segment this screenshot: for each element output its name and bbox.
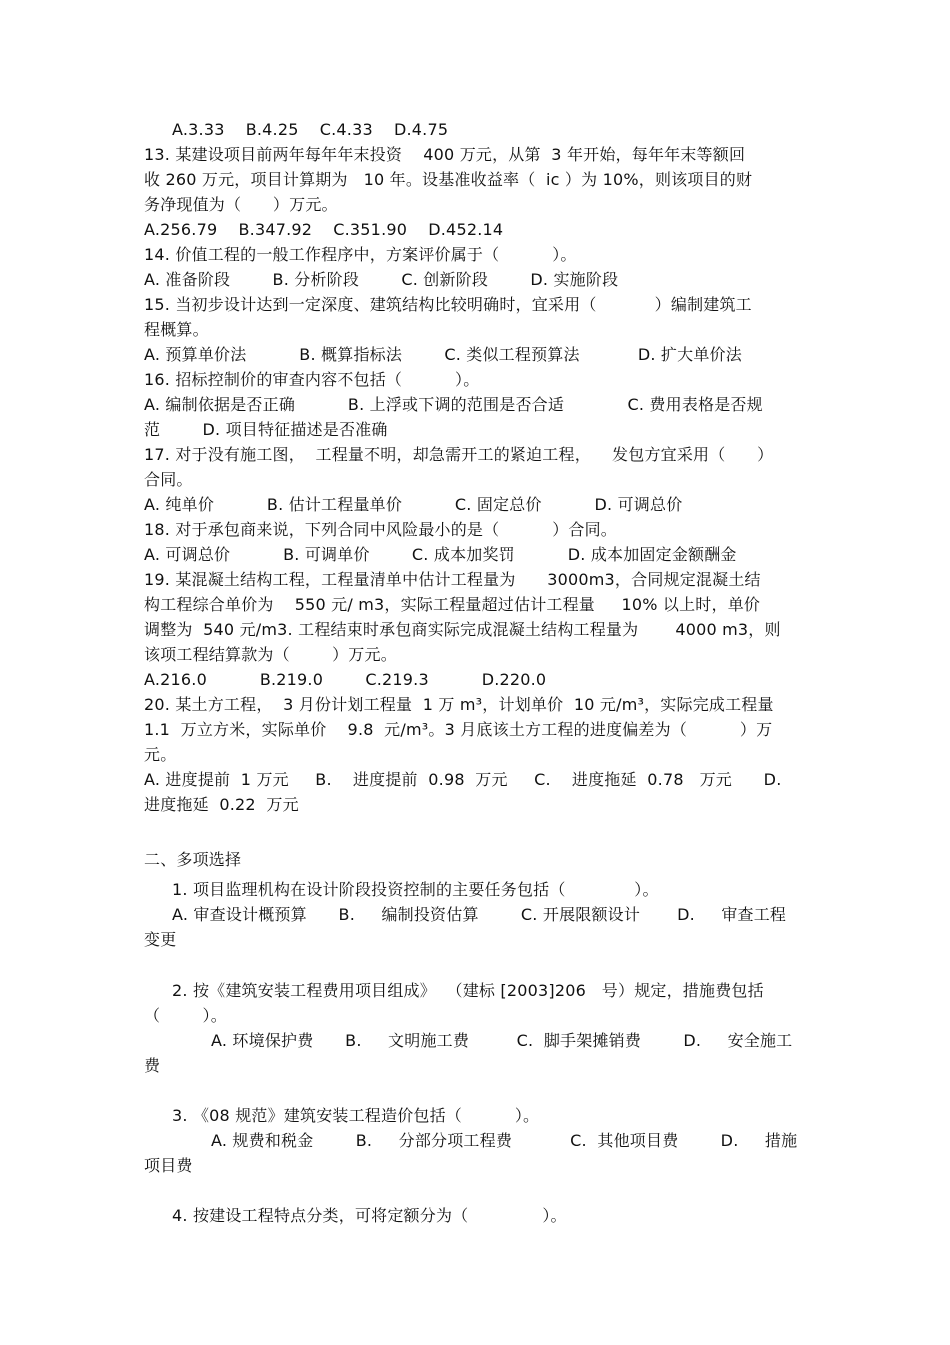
q13-line-2: 收 260 万元，项目计算期为 10 年。设基准收益率（ ic ）为 10%，则该项目的财	[144, 170, 753, 189]
q20-options-line-2: 进度拖延 0.22 万元	[144, 795, 299, 814]
q16-options-line-2: 范 D. 项目特征描述是否准确	[144, 420, 388, 439]
q19-options: A.216.0 B.219.0 C.219.3 D.220.0	[144, 670, 547, 689]
q15-line-2: 程概算。	[144, 320, 209, 339]
mq1-options-line-1: A. 审查设计概预算 B. 编制投资估算 C. 开展限额设计 D. 审查工程	[172, 905, 787, 924]
mq3-options-line-2: 项目费	[144, 1156, 193, 1175]
q19-line-3: 调整为 540 元/m3. 工程结束时承包商实际完成混凝土结构工程量为 4000 m3，则	[144, 620, 781, 639]
mq2-options-line-1: A. 环境保护费 B. 文明施工费 C. 脚手架摊销费 D. 安全施工	[211, 1031, 793, 1050]
q19-line-4: 该项工程结算款为（ ）万元。	[144, 645, 397, 664]
q20-line-2: 1.1 万立方米，实际单价 9.8 元/m³。3 月底该土方工程的进度偏差为（ ）万	[144, 720, 773, 739]
mq1-options-line-2: 变更	[144, 930, 177, 949]
q20-options-line-1: A. 进度提前 1 万元 B. 进度提前 0.98 万元 C. 进度拖延 0.78 万元 D.	[144, 770, 782, 789]
q20-line-3: 元。	[144, 745, 177, 764]
q13-line-1: 13. 某建设项目前两年每年年末投资 400 万元，从第 3 年开始，每年年末等额回	[144, 145, 746, 164]
q20-line-1: 20. 某土方工程， 3 月份计划工程量 1 万 m³，计划单价 10 元/m³，实际完成工程量	[144, 695, 774, 714]
q18-options: A. 可调总价 B. 可调单价 C. 成本加奖罚 D. 成本加固定金额酬金	[144, 545, 737, 564]
mq3-options-line-1: A. 规费和税金 B. 分部分项工程费 C. 其他项目费 D. 措施	[211, 1131, 798, 1150]
section-heading-multiple-choice: 二、多项选择	[144, 850, 242, 869]
q13-options: A.256.79 B.347.92 C.351.90 D.452.14	[144, 220, 504, 239]
q18-text: 18. 对于承包商来说，下列合同中风险最小的是（ ）合同。	[144, 520, 617, 539]
q17-line-2: 合同。	[144, 470, 193, 489]
mq3-text: 3. 《08 规范》建筑安装工程造价包括（ ）。	[172, 1106, 540, 1125]
mq2-line-2: （ ）。	[144, 1006, 227, 1025]
q14-text: 14. 价值工程的一般工作程序中，方案评价属于（ ）。	[144, 245, 577, 264]
mq2-options-line-2: 费	[144, 1056, 161, 1075]
q12-options: A.3.33 B.4.25 C.4.33 D.4.75	[172, 120, 449, 139]
q17-line-1: 17. 对于没有施工图， 工程量不明，却急需开工的紧迫工程， 发包方宜采用（ ）	[144, 445, 774, 464]
mq4-text: 4. 按建设工程特点分类，可将定额分为（ ）。	[172, 1206, 567, 1225]
q16-text: 16. 招标控制价的审查内容不包括（ ）。	[144, 370, 480, 389]
q13-line-3: 务净现值为（ ）万元。	[144, 195, 338, 214]
q17-options: A. 纯单价 B. 估计工程量单价 C. 固定总价 D. 可调总价	[144, 495, 683, 514]
q15-options: A. 预算单价法 B. 概算指标法 C. 类似工程预算法 D. 扩大单价法	[144, 345, 742, 364]
q19-line-2: 构工程综合单价为 550 元/ m3，实际工程量超过估计工程量 10% 以上时，单价	[144, 595, 761, 614]
q15-line-1: 15. 当初步设计达到一定深度、建筑结构比较明确时，宜采用（ ）编制建筑工	[144, 295, 752, 314]
q19-line-1: 19. 某混凝土结构工程，工程量清单中估计工程量为 3000m3，合同规定混凝土结	[144, 570, 761, 589]
mq1-text: 1. 项目监理机构在设计阶段投资控制的主要任务包括（ ）。	[172, 880, 659, 899]
q16-options-line-1: A. 编制依据是否正确 B. 上浮或下调的范围是否合适 C. 费用表格是否规	[144, 395, 763, 414]
q14-options: A. 准备阶段 B. 分析阶段 C. 创新阶段 D. 实施阶段	[144, 270, 619, 289]
mq2-line-1: 2. 按《建筑安装工程费用项目组成》 （建标 [2003]206 号）规定，措施费包括	[172, 981, 764, 1000]
